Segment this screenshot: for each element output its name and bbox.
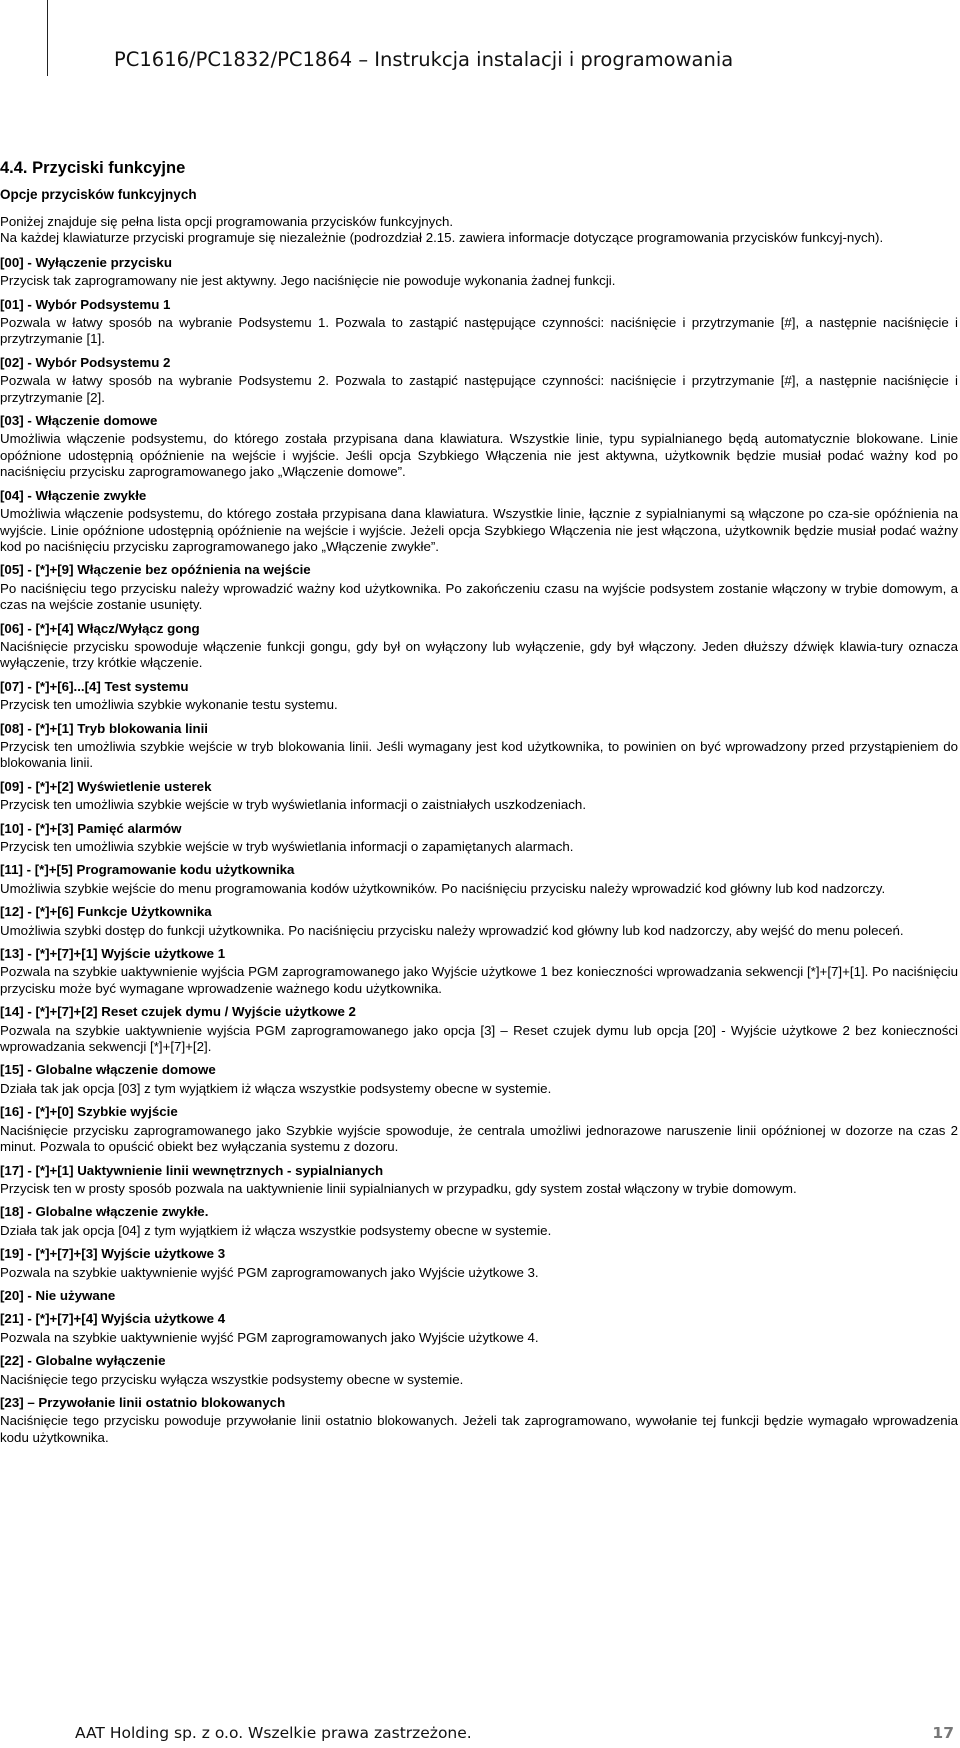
- option-title: [04] - Włączenie zwykłe: [0, 487, 147, 503]
- option-description: Pozwala na szybkie uaktywnienie wyjść PGM zaprogramowanych jako Wyjście użytkowe 3.: [0, 1264, 539, 1280]
- option-title: [06] - [*]+[4] Włącz/Wyłącz gong: [0, 620, 200, 636]
- option-description: Umożliwia szybkie wejście do menu programowania kodów użytkowników. Po naciśnięciu przycisku należy wprowadzić kod główny lub kod nadzorczy.: [0, 880, 886, 896]
- option-entry: [0, 1395, 958, 1446]
- option-entry: [0, 821, 958, 856]
- options-list: [0, 255, 958, 1446]
- option-description: Pozwala na szybkie uaktywnienie wyjścia PGM zaprogramowanego jako opcja [3] – Reset czujek dymu lub opcja [20] - Wyjście użytkowe 2 bez konieczności wprowadzania sekwencji [*]+[7]+[2].: [0, 1022, 958, 1055]
- option-description: Pozwala na szybkie uaktywnienie wyjścia PGM zaprogramowanego jako Wyjście użytkowe 1 bez konieczności wprowadzania sekwencji [*]+[7]+[1]. Po naciśnięciu przycisku może być wymagane wprowadzenie ważnego kodu użytkownika.: [0, 964, 958, 996]
- option-title: [05] - [*]+[9] Włączenie bez opóźnienia na wejście: [0, 562, 311, 578]
- option-description: Przycisk ten umożliwia szybkie wejście w tryb wyświetlania informacji o zaistniałych uszkodzeniach.: [0, 797, 587, 813]
- document-body: [0, 158, 958, 1453]
- option-description: Przycisk ten umożliwia szybkie wykonanie testu systemu.: [0, 697, 338, 713]
- option-title: [15] - Globalne włączenie domowe: [0, 1062, 216, 1078]
- option-description: Pozwala w łatwy sposób na wybranie Podsystemu 2. Pozwala to zastąpić następujące czynności: naciśnięcie i przytrzymanie [#], a następnie naciśnięcie i przytrzymanie [2].: [0, 373, 958, 405]
- option-title: [14] - [*]+[7]+[2] Reset czujek dymu / Wyjście użytkowe 2: [0, 1004, 356, 1020]
- option-entry: [0, 297, 958, 348]
- option-description: Umożliwia szybki dostęp do funkcji użytkownika. Po naciśnięciu przycisku należy wprowadzić kod główny lub kod nadzorczy, aby wejść do menu poleceń.: [0, 922, 904, 938]
- option-description: Pozwala na szybkie uaktywnienie wyjść PGM zaprogramowanych jako Wyjście użytkowe 4.: [0, 1329, 539, 1345]
- option-description: Naciśnięcie przycisku spowoduje włączenie funkcji gongu, gdy był on wyłączony lub wyłączenie, gdy był włączony. Jeden dłuższy dźwięk klawia-tury oznacza wyłączenie, trzy krótkie włączenie.: [0, 638, 958, 671]
- option-description: Po naciśnięciu tego przycisku należy wprowadzić ważny kod użytkownika. Po zakończeniu czasu na wyjście podsystem zostanie włączony w trybie domowym, a czas na wejście zostanie usunięty.: [0, 580, 958, 613]
- option-description: Przycisk ten umożliwia szybkie wejście w tryb blokowania linii. Jeśli wymagany jest kod użytkownika, to powinien on być wprowadzony przed przystąpieniem do blokowania linii.: [0, 738, 958, 771]
- option-entry: [0, 1246, 958, 1281]
- option-title: [13] - [*]+[7]+[1] Wyjście użytkowe 1: [0, 946, 226, 962]
- footer-copyright: AAT Holding sp. z o.o. Wszelkie prawa zastrzeżone.: [75, 1724, 472, 1742]
- option-entry: [0, 1288, 958, 1304]
- option-title: [09] - [*]+[2] Wyświetlenie usterek: [0, 778, 212, 794]
- option-description: Działa tak jak opcja [04] z tym wyjątkiem iż włącza wszystkie podsystemy obecne w systemie.: [0, 1222, 552, 1238]
- option-title: [12] - [*]+[6] Funkcje Użytkownika: [0, 904, 212, 920]
- intro-block: [0, 214, 958, 247]
- option-title: [16] - [*]+[0] Szybkie wyjście: [0, 1104, 178, 1120]
- option-entry: [0, 1004, 958, 1055]
- option-title: [01] - Wybór Podsystemu 1: [0, 296, 171, 312]
- option-description: Przycisk ten w prosty sposób pozwala na uaktywnienie linii sypialnianych w przypadku, gdy system został włączony w trybie domowym.: [0, 1180, 797, 1196]
- option-title: [21] - [*]+[7]+[4] Wyjścia użytkowe 4: [0, 1311, 226, 1327]
- section-subheading: Opcje przycisków funkcyjnych: [0, 187, 197, 202]
- option-entry: [0, 1062, 958, 1097]
- option-entry: [0, 946, 958, 997]
- option-entry: [0, 1311, 958, 1346]
- option-entry: [0, 1353, 958, 1388]
- intro-paragraph: Poniżej znajduje się pełna lista opcji programowania przycisków funkcyjnych.: [0, 214, 454, 229]
- section-heading: 4.4. Przyciski funkcyjne: [0, 159, 186, 177]
- option-entry: [0, 1163, 958, 1198]
- option-title: [23] – Przywołanie linii ostatnio blokowanych: [0, 1394, 286, 1410]
- option-entry: [0, 255, 958, 290]
- option-entry: [0, 413, 958, 481]
- page-number: 17: [932, 1724, 954, 1742]
- option-entry: [0, 1104, 958, 1155]
- option-title: [18] - Globalne włączenie zwykłe.: [0, 1204, 209, 1220]
- option-description: Umożliwia włączenie podsystemu, do którego została przypisana dana klawiatura. Wszystkie linie, typu sypialnianego będą automatycznie blokowane. Linie opóźnione udostępnią opóźnienie na wejście i wyjście. Jeśli opcja Szybkiego Włączenia nie jest aktywna, użytkownik będzie musiał podać ważny kod po naciśnięciu przycisku zaprogramowanego jako „Włączenie domowe”.: [0, 431, 958, 480]
- option-entry: [0, 862, 958, 897]
- option-title: [17] - [*]+[1] Uaktywnienie linii wewnętrznych - sypialnianych: [0, 1162, 384, 1178]
- option-description: Przycisk tak zaprogramowany nie jest aktywny. Jego naciśnięcie nie powoduje wykonania żadnej funkcji.: [0, 273, 616, 289]
- option-entry: [0, 679, 958, 714]
- option-title: [03] - Włączenie domowe: [0, 413, 158, 429]
- option-description: Pozwala w łatwy sposób na wybranie Podsystemu 1. Pozwala to zastąpić następujące czynności: naciśnięcie i przytrzymanie [#], a następnie naciśnięcie i przytrzymanie [1].: [0, 315, 958, 347]
- option-description: Działa tak jak opcja [03] z tym wyjątkiem iż włącza wszystkie podsystemy obecne w systemie.: [0, 1080, 552, 1096]
- option-title: [00] - Wyłączenie przycisku: [0, 254, 172, 270]
- option-description: Naciśnięcie przycisku zaprogramowanego jako Szybkie wyjście spowoduje, że centrala umożliwi jednorazowe naruszenie linii opóźnionej w dozorze na czas 2 minut. Pozwala to opuścić obiekt bez wyłączania systemu z dozoru.: [0, 1122, 958, 1155]
- option-title: [08] - [*]+[1] Tryb blokowania linii: [0, 720, 208, 736]
- option-entry: [0, 721, 958, 772]
- option-title: [02] - Wybór Podsystemu 2: [0, 354, 171, 370]
- intro-paragraph: Na każdej klawiaturze przyciski programuje się niezależnie (podrozdział 2.15. zawiera informacje dotyczące programowania przycisków funkcyj-nych).: [0, 230, 884, 246]
- option-entry: [0, 779, 958, 814]
- option-entry: [0, 904, 958, 939]
- option-title: [10] - [*]+[3] Pamięć alarmów: [0, 820, 182, 836]
- option-description: Naciśnięcie tego przycisku powoduje przywołanie linii ostatnio blokowanych. Jeżeli tak zaprogramowano, wywołanie tej funkcji będzie wymagało wprowadzenia kodu użytkownika.: [0, 1413, 958, 1445]
- page-header-title: PC1616/PC1832/PC1864 – Instrukcja instalacji i programowania: [114, 48, 734, 71]
- option-entry: [0, 562, 958, 613]
- option-title: [11] - [*]+[5] Programowanie kodu użytkownika: [0, 862, 295, 878]
- option-title: [22] - Globalne wyłączenie: [0, 1353, 166, 1369]
- option-entry: [0, 355, 958, 406]
- option-title: [07] - [*]+[6]...[4] Test systemu: [0, 678, 189, 694]
- option-entry: [0, 621, 958, 672]
- option-entry: [0, 1204, 958, 1239]
- option-description: Przycisk ten umożliwia szybkie wejście w tryb wyświetlania informacji o zapamiętanych alarmach.: [0, 839, 574, 854]
- option-description: Naciśnięcie tego przycisku wyłącza wszystkie podsystemy obecne w systemie.: [0, 1371, 464, 1387]
- option-entry: [0, 488, 958, 556]
- option-description: Umożliwia włączenie podsystemu, do którego została przypisana dana klawiatura. Wszystkie linie, łącznie z sypialnianymi są włączone po cza-sie opóźnienia na wyjście. Linie opóźnione udostępnią opóźnienie na wejście i wyjście. Jeżeli opcja Szybkiego Włączenia nie jest włączona, użytkownik będzie musiał podać ważny kod po naciśnięciu przycisku zaprogramowanego jako „Włączenie zwykłe”.: [0, 506, 958, 554]
- option-title: [20] - Nie używane: [0, 1287, 116, 1303]
- header-margin-line: [47, 0, 48, 76]
- option-title: [19] - [*]+[7]+[3] Wyjście użytkowe 3: [0, 1246, 226, 1262]
